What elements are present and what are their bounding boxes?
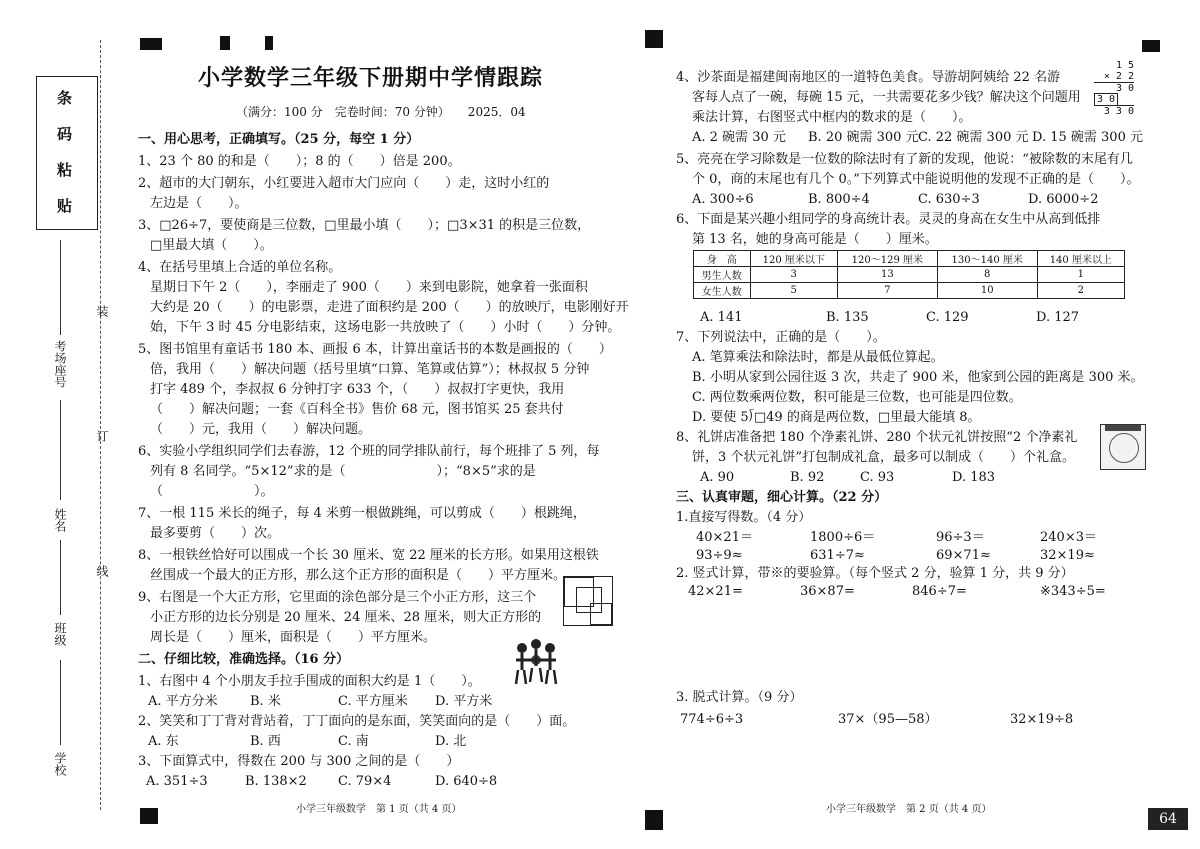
table-cell: 5 bbox=[750, 283, 837, 299]
oral-calc-item[interactable]: 96÷3＝ bbox=[936, 530, 985, 545]
mixed-calc-item[interactable]: 32×19÷8 bbox=[1010, 712, 1074, 727]
binding-cut-line bbox=[100, 40, 101, 810]
children-circle-illustration bbox=[508, 636, 564, 692]
table-header-cell: 120～129 厘米 bbox=[837, 251, 937, 267]
choice-7-option-b[interactable]: B. 小明从家到公园往返 3 次，共走了 900 米，他家到公园的距离是 300 米。 bbox=[692, 370, 1144, 385]
vertical-calc-item[interactable]: ※343÷5= bbox=[1040, 584, 1106, 599]
choice-5-option-b[interactable]: B. 800÷4 bbox=[808, 192, 870, 207]
choice-2: 2、笑笑和丁丁背对背站着，丁丁面向的是东面，笑笑面向的是（ ）面。 bbox=[138, 714, 576, 729]
table-header-cell: 130～140 厘米 bbox=[937, 251, 1037, 267]
vertical-calc-item[interactable]: 42×21= bbox=[688, 584, 743, 599]
choice-8-option-a[interactable]: A. 90 bbox=[700, 470, 735, 485]
choice-2-option-a[interactable]: A. 东 bbox=[148, 734, 179, 749]
question-2-line-1: 2、超市的大门朝东，小红要进入超市大门应向（ ）走，这时小红的 bbox=[138, 176, 550, 191]
choice-8-line-a: 8、礼饼店准备把 180 个净素礼饼、280 个状元礼饼按照“2 个净素礼 bbox=[676, 430, 1078, 445]
vertical-multiplication bbox=[1094, 60, 1134, 117]
registration-mark bbox=[265, 36, 273, 50]
choice-4-line-c: 乘法计算，右图竖式中框内的数求的是（ ）。 bbox=[692, 110, 972, 125]
question-9-line-b: 小正方形的边长分别是 20 厘米、24 厘米、28 厘米，则大正方形的 bbox=[150, 610, 542, 625]
mixed-calc-item[interactable]: 774÷6÷3 bbox=[680, 712, 744, 727]
table-cell: 10 bbox=[937, 283, 1037, 299]
oral-calc-item[interactable]: 93÷9≈ bbox=[696, 548, 743, 563]
choice-5-option-d[interactable]: D. 6000÷2 bbox=[1028, 192, 1099, 207]
choice-1-option-a[interactable]: A. 平方分米 bbox=[148, 694, 218, 709]
oral-calc-item[interactable]: 40×21＝ bbox=[696, 530, 753, 545]
page-badge: 64 bbox=[1148, 808, 1188, 830]
choice-1-option-d[interactable]: D. 平方米 bbox=[435, 694, 493, 709]
field-school-line[interactable] bbox=[60, 660, 61, 745]
choice-2-option-b[interactable]: B. 西 bbox=[250, 734, 281, 749]
section-2-heading: 二、仔细比较，准确选择。（16 分） bbox=[138, 652, 350, 667]
registration-mark bbox=[645, 810, 663, 830]
choice-5-option-a[interactable]: A. 300÷6 bbox=[692, 192, 754, 207]
cut-mark-xian: 线 bbox=[95, 565, 109, 577]
choice-2-option-c[interactable]: C. 南 bbox=[338, 734, 369, 749]
question-5-line-c: 打字 489 个，李叔叔 6 分钟打字 633 个，（ ）叔叔打字更快，我用 bbox=[150, 382, 565, 397]
choice-6-line-b: 第 13 名，她的身高可能是（ ）厘米。 bbox=[692, 232, 938, 247]
choice-6-option-d[interactable]: D. 127 bbox=[1036, 310, 1080, 325]
choice-3-option-a[interactable]: A. 351÷3 bbox=[146, 774, 208, 789]
question-6-line-c: （ ）。 bbox=[150, 484, 274, 499]
vcalc-boxed: 3 0 bbox=[1094, 93, 1118, 106]
field-name-line[interactable] bbox=[60, 400, 61, 500]
question-3-line-1: 3、□26÷7，要使商是三位数，□里最小填（ ）；□3×31 的积是三位数， bbox=[138, 218, 591, 233]
cut-mark-ding: 订 bbox=[95, 430, 109, 442]
vertical-calc-item[interactable]: 36×87= bbox=[800, 584, 855, 599]
choice-7: 7、下列说法中，正确的是（ ）。 bbox=[676, 330, 886, 345]
choice-6-option-b[interactable]: B. 135 bbox=[826, 310, 869, 325]
choice-5-line-a: 5、亮亮在学习除数是一位数的除法时有了新的发现，他说：“被除数的末尾有几 bbox=[676, 152, 1133, 167]
choice-4-option-d[interactable]: D. 15 碗需 300 元 bbox=[1032, 130, 1143, 145]
choice-7-option-a[interactable]: A. 笔算乘法和除法时，都是从最低位算起。 bbox=[692, 350, 944, 365]
oral-calc-item[interactable]: 32×19≈ bbox=[1040, 548, 1095, 563]
choice-3-option-d[interactable]: D. 640÷8 bbox=[435, 774, 498, 789]
question-7-line-b: 最多要剪（ ）次。 bbox=[150, 526, 281, 541]
choice-7-option-c[interactable]: C. 两位数乘两位数，积可能是三位数，也可能是四位数。 bbox=[692, 390, 1022, 405]
choice-8-option-b[interactable]: B. 92 bbox=[790, 470, 825, 485]
question-8-line-b: 丝围成一个最大的正方形，那么这个正方形的面积是（ ）平方厘米。 bbox=[150, 568, 567, 583]
registration-mark bbox=[1142, 40, 1160, 52]
oral-calc-item[interactable]: 1800÷6＝ bbox=[810, 530, 876, 545]
question-6-line-a: 6、实验小学组织同学们去春游，12 个班的同学排队前行，每个班排了 5 列，每 bbox=[138, 444, 600, 459]
choice-4-option-b[interactable]: B. 20 碗需 300 元 bbox=[808, 130, 919, 145]
subsection-3-heading: 3. 脱式计算。（9 分） bbox=[676, 690, 803, 705]
field-class-label: 班级 bbox=[53, 622, 67, 646]
choice-7-option-d[interactable]: D. 要使 5⟌□49 的商是两位数，□里最大能填 8。 bbox=[692, 410, 981, 425]
subsection-1-heading: 1.直接写得数。（4 分） bbox=[676, 510, 812, 525]
question-2-line-2: 左边是（ ）。 bbox=[150, 196, 248, 211]
question-4-line-a: 星期日下午 2（ ），李丽走了 900（ ）来到电影院，她拿着一张面积 bbox=[150, 280, 588, 295]
gift-box-illustration bbox=[1100, 424, 1146, 470]
table-header-cell: 140 厘米以上 bbox=[1037, 251, 1124, 267]
nested-squares-figure bbox=[563, 576, 613, 626]
vcalc-line: 3 3 0 bbox=[1094, 105, 1134, 117]
choice-1-option-c[interactable]: C. 平方厘米 bbox=[338, 694, 408, 709]
page-2-footer: 小学三年级数学 第 2 页（共 4 页） bbox=[826, 804, 992, 815]
choice-8-option-d[interactable]: D. 183 bbox=[952, 470, 996, 485]
choice-5-line-b: 个 0，商的末尾也有几个 0。”下列算式中能说明他的发现不正确的是（ ）。 bbox=[692, 172, 1140, 187]
choice-2-option-d[interactable]: D. 北 bbox=[435, 734, 467, 749]
question-6-line-b: 列有 8 名同学。“5×12”求的是（ ）；“8×5”求的是 bbox=[150, 464, 536, 479]
vcalc-line: × 2 2 bbox=[1094, 71, 1134, 83]
table-header-cell: 身 高 bbox=[694, 251, 751, 267]
table-cell: 3 bbox=[750, 267, 837, 283]
choice-4-option-c[interactable]: C. 22 碗需 300 元 bbox=[918, 130, 1029, 145]
oral-calc-item[interactable]: 240×3＝ bbox=[1040, 530, 1097, 545]
table-cell: 8 bbox=[937, 267, 1037, 283]
mixed-calc-item[interactable]: 37×（95—58） bbox=[838, 712, 938, 727]
table-row bbox=[694, 283, 1125, 299]
registration-mark bbox=[140, 38, 162, 50]
oral-calc-item[interactable]: 69×71≈ bbox=[936, 548, 991, 563]
choice-8-option-c[interactable]: C. 93 bbox=[860, 470, 895, 485]
page-title: 小学数学三年级下册期中学情跟踪 bbox=[198, 65, 544, 91]
field-class-line[interactable] bbox=[60, 540, 61, 615]
question-5-line-a: 5、图书馆里有童话书 180 本、画报 6 本，计算出童话书的本数是画报的（ ） bbox=[138, 342, 612, 357]
table-cell: 1 bbox=[1037, 267, 1124, 283]
table-cell: 7 bbox=[837, 283, 937, 299]
field-name-label: 姓名 bbox=[53, 508, 67, 532]
question-5-line-d: （ ）解决问题；一套《百科全书》售价 68 元，图书馆买 25 套共付 bbox=[150, 402, 564, 417]
choice-4-line-a: 4、沙茶面是福建闽南地区的一道特色美食。导游胡阿姨给 22 名游 bbox=[676, 70, 1061, 85]
field-school-label: 学校 bbox=[53, 752, 67, 776]
choice-6-option-c[interactable]: C. 129 bbox=[926, 310, 969, 325]
question-8-line-a: 8、一根铁丝恰好可以围成一个长 30 厘米、宽 22 厘米的长方形。如果用这根铁 bbox=[138, 548, 599, 563]
barcode-label-char: 贴 bbox=[57, 197, 73, 215]
vcalc-line: 3 0 bbox=[1115, 83, 1134, 94]
vcalc-line: 1 5 bbox=[1115, 60, 1134, 71]
barcode-label-char: 码 bbox=[57, 125, 73, 143]
choice-3: 3、下面算式中，得数在 200 与 300 之间的是（ ） bbox=[138, 754, 460, 769]
vertical-calc-item[interactable]: 846÷7= bbox=[912, 584, 967, 599]
choice-4-line-b: 客每人点了一碗，每碗 15 元，一共需要花多少钱？解决这个问题用 bbox=[692, 90, 1081, 105]
question-9-line-c: 周长是（ ）厘米，面积是（ ）平方厘米。 bbox=[150, 630, 437, 645]
page-1-footer: 小学三年级数学 第 1 页（共 4 页） bbox=[296, 804, 462, 815]
choice-3-option-c[interactable]: C. 79×4 bbox=[338, 774, 392, 789]
cut-mark-zhuang: 装 bbox=[95, 305, 109, 317]
table-cell: 男生人数 bbox=[694, 267, 751, 283]
question-4: 4、在括号里填上合适的单位名称。 bbox=[138, 260, 342, 275]
question-4-line-b: 大约是 20（ ）的电影票，走进了面积约是 200（ ）的放映厅，电影刚好开 bbox=[150, 300, 629, 315]
table-cell: 女生人数 bbox=[694, 283, 751, 299]
question-5-line-e: （ ）元，我用（ ）解决问题。 bbox=[150, 422, 372, 437]
field-room-line[interactable] bbox=[60, 240, 61, 335]
table-header-cell: 120 厘米以下 bbox=[750, 251, 837, 267]
height-statistics-table bbox=[693, 250, 1125, 299]
question-1: 1、23 个 80 的和是（ ）；8 的（ ）倍是 200。 bbox=[138, 154, 461, 169]
choice-1-option-b[interactable]: B. 米 bbox=[250, 694, 281, 709]
question-4-line-c: 始，下午 3 时 45 分电影结束，这场电影一共放映了（ ）小时（ ）分钟。 bbox=[150, 320, 621, 335]
section-3-heading: 三、认真审题，细心计算。（22 分） bbox=[676, 490, 888, 505]
choice-6-option-a[interactable]: A. 141 bbox=[700, 310, 743, 325]
choice-4-option-a[interactable]: A. 2 碗需 30 元 bbox=[692, 130, 786, 145]
choice-6-line-a: 6、下面是某兴趣小组同学的身高统计表。灵灵的身高在女生中从高到低排 bbox=[676, 212, 1101, 227]
registration-mark bbox=[140, 808, 158, 824]
subsection-2-heading: 2. 竖式计算，带※的要验算。（每个竖式 2 分，验算 1 分，共 9 分） bbox=[676, 566, 1074, 581]
question-7-line-a: 7、一根 115 米长的绳子，每 4 米剪一根做跳绳，可以剪成（ ）根跳绳， bbox=[138, 506, 586, 521]
barcode-label-char: 条 bbox=[57, 89, 73, 107]
choice-8-line-b: 饼，3 个状元礼饼”打包制成礼盒，最多可以制成（ ）个礼盒。 bbox=[692, 450, 1076, 465]
exam-meta: （满分：100 分 完卷时间：70 分钟） 2025．04 bbox=[236, 105, 526, 119]
question-9-line-a: 9、右图是一个大正方形，它里面的涂色部分是三个小正方形，这三个 bbox=[138, 590, 537, 605]
registration-mark bbox=[645, 30, 663, 48]
section-1-heading: 一、用心思考，正确填写。（25 分，每空 1 分） bbox=[138, 132, 420, 147]
table-cell: 13 bbox=[837, 267, 937, 283]
question-5-line-b: 倍，我用（ ）解决问题（括号里填“口算、笔算或估算”）；林叔叔 5 分钟 bbox=[150, 362, 590, 377]
field-room-label: 考场座号 bbox=[53, 340, 67, 388]
table-row bbox=[694, 267, 1125, 283]
oral-calc-item[interactable]: 631÷7≈ bbox=[810, 548, 865, 563]
choice-5-option-c[interactable]: C. 630÷3 bbox=[918, 192, 980, 207]
registration-mark bbox=[220, 36, 230, 50]
question-3-line-2: □里最大填（ ）。 bbox=[150, 238, 273, 253]
choice-1: 1、右图中 4 个小朋友手拉手围成的面积大约是 1（ ）。 bbox=[138, 674, 481, 689]
table-cell: 2 bbox=[1037, 283, 1124, 299]
table-header-row bbox=[694, 251, 1125, 267]
choice-3-option-b[interactable]: B. 138×2 bbox=[245, 774, 307, 789]
barcode-sticker-area bbox=[36, 76, 98, 230]
barcode-label-char: 粘 bbox=[57, 161, 73, 179]
